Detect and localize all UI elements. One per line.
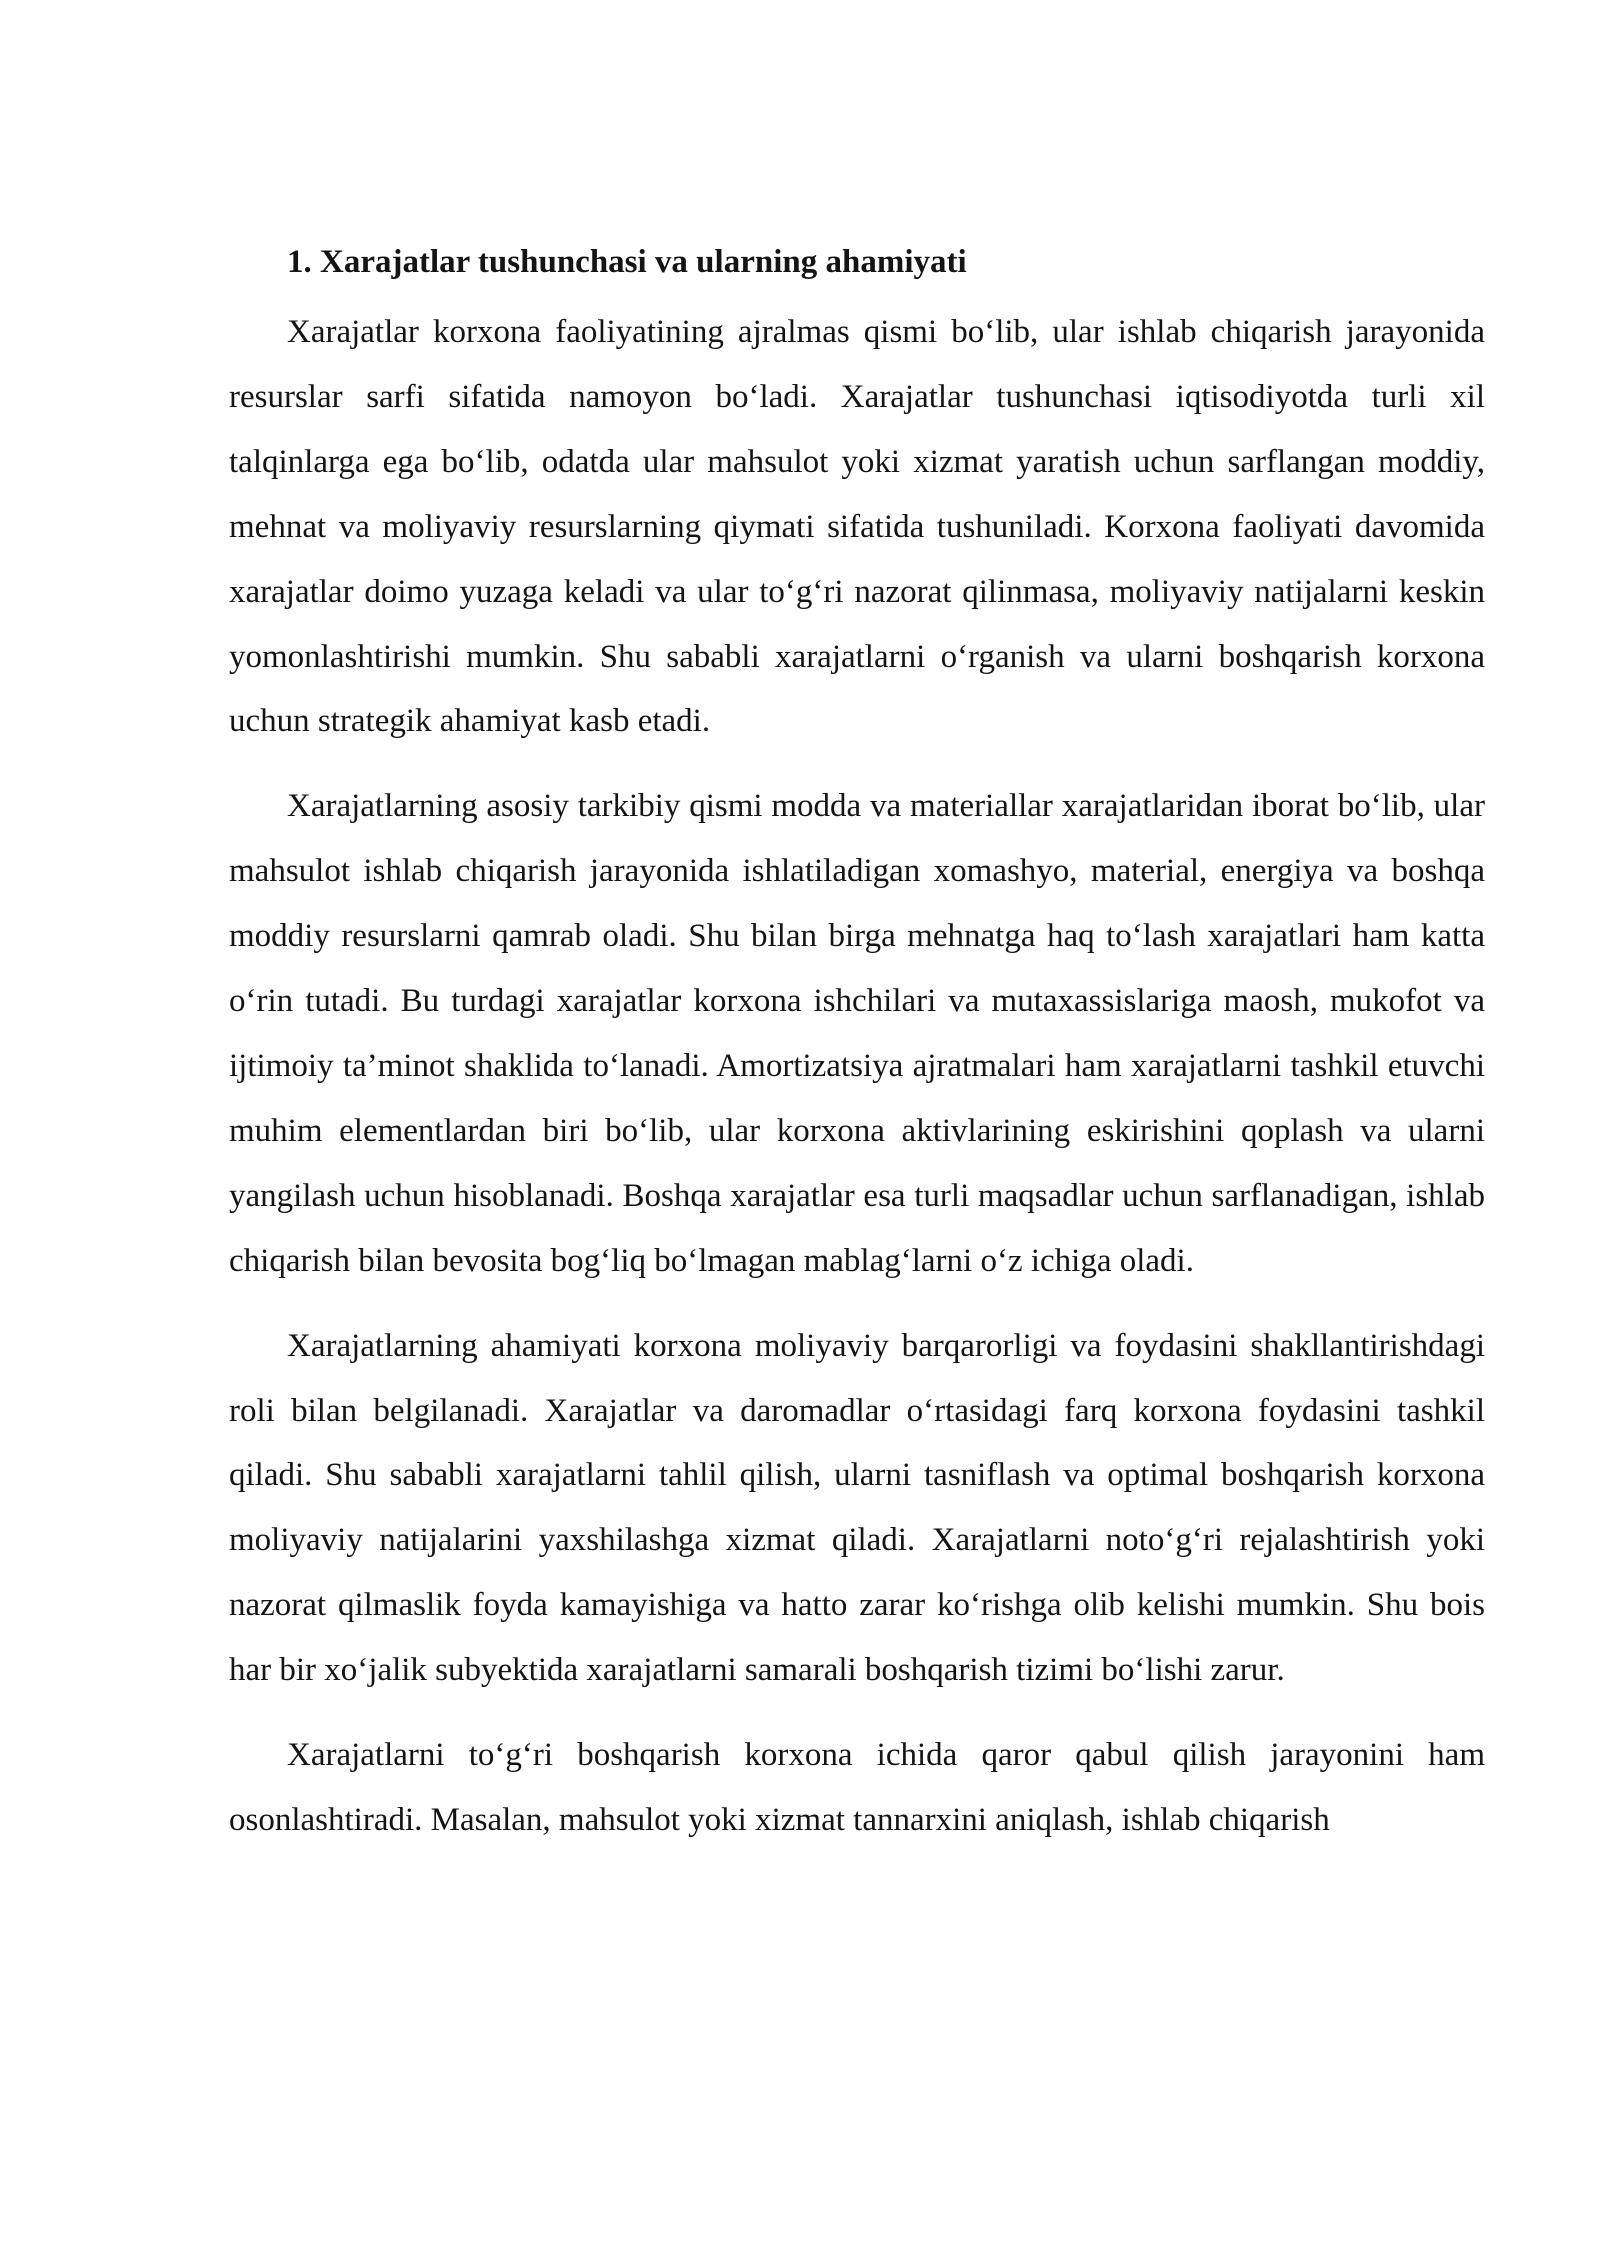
paragraph-4: Xarajatlarni to‘g‘ri boshqarish korxona ichida qaror qabul qilish jarayonini ham osonlashtiradi. Masalan, mahsulot yoki xizmat tannarxini aniqlash, ishlab chiqarish <box>229 1737 1485 1838</box>
paragraph-3: Xarajatlarning ahamiyati korxona moliyaviy barqarorligi va foydasini shakllantirishdagi roli bilan belgilanadi. Xarajatlar va daromadlar o‘rtasidagi farq korxona foydasini tashkil qiladi. Shu sababli xarajatlarni tahlil qilish, ularni tasniflash va optimal boshqarish korxona moliyaviy natijalarini yaxshilashga xizmat qiladi. Xarajatlarni noto‘g‘ri rejalashtirish yoki nazorat qilmaslik foyda kamayishiga va hatto zarar ko‘rishga olib kelishi mumkin. Shu bois har bir xo‘jalik subyektida xarajatlarni samarali boshqarish tizimi bo‘lishi zarur. <box>229 1327 1485 1689</box>
section-heading: 1. Xarajatlar tushunchasi va ularning ahamiyati <box>287 244 967 280</box>
document-body <box>229 236 1485 1873</box>
paragraph-1: Xarajatlar korxona faoliyatining ajralmas qismi bo‘lib, ular ishlab chiqarish jarayonida resurslar sarfi sifatida namoyon bo‘ladi. Xarajatlar tushunchasi iqtisodiyotda turli xil talqinlarga ega bo‘lib, odatda ular mahsulot yoki xizmat yaratish uchun sarflangan moddiy, mehnat va moliyaviy resurslarning qiymati sifatida tushuniladi. Korxona faoliyati davomida xarajatlar doimo yuzaga keladi va ular to‘g‘ri nazorat qilinmasa, moliyaviy natijalarni keskin yomonlashtirishi mumkin. Shu sababli xarajatlarni o‘rganish va ularni boshqarish korxona uchun strategik ahamiyat kasb etadi. <box>229 314 1485 740</box>
paragraph-2: Xarajatlarning asosiy tarkibiy qismi modda va materiallar xarajatlaridan iborat bo‘lib, ular mahsulot ishlab chiqarish jarayonida ishlatiladigan xomashyo, material, energiya va boshqa moddiy resurslarni qamrab oladi. Shu bilan birga mehnatga haq to‘lash xarajatlari ham katta o‘rin tutadi. Bu turdagi xarajatlar korxona ishchilari va mutaxassislariga maosh, mukofot va ijtimoiy ta’minot shaklida to‘lanadi. Amortizatsiya ajratmalari ham xarajatlarni tashkil etuvchi muhim elementlardan biri bo‘lib, ular korxona aktivlarining eskirishini qoplash va ularni yangilash uchun hisoblanadi. Boshqa xarajatlar esa turli maqsadlar uchun sarflanadigan, ishlab chiqarish bilan bevosita bog‘liq bo‘lmagan mablag‘larni o‘z ichiga oladi. <box>229 788 1485 1279</box>
